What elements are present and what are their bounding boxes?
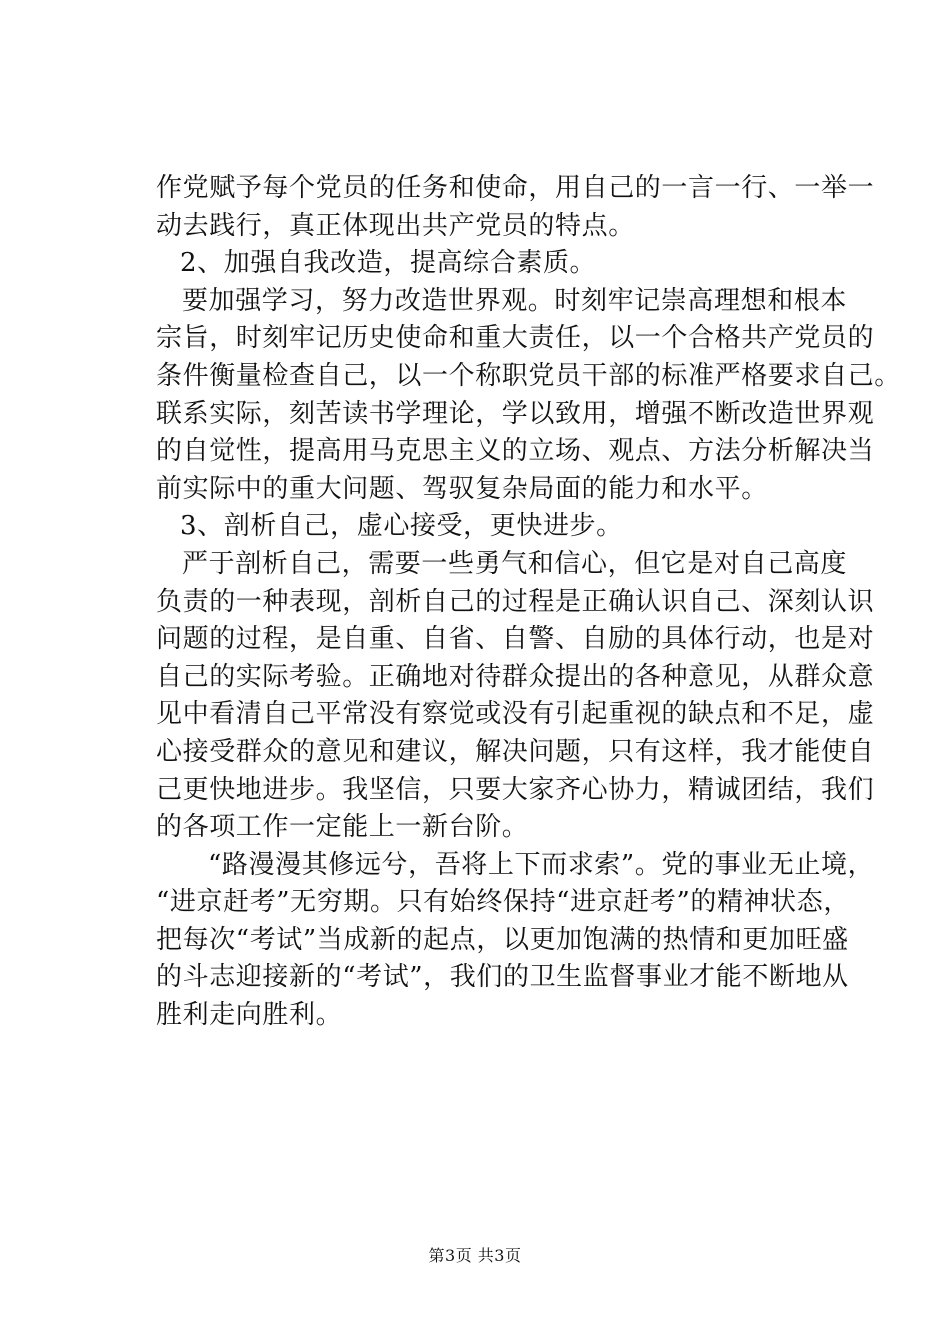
text-line: 条件衡量检查自己，以一个称职党员干部的标准严格要求自己。 bbox=[156, 360, 901, 391]
text-line: 动去践行，真正体现出共产党员的特点。 bbox=[156, 210, 635, 241]
text-line: 作党赋予每个党员的任务和使命，用自己的一言一行、一举一 bbox=[156, 173, 875, 203]
text-line: 把每次“考试”当成新的起点，以更加饱满的热情和更加旺盛 bbox=[156, 924, 849, 955]
text-line: 的自觉性，提高用马克思主义的立场、观点、方法分析解决当 bbox=[156, 436, 875, 467]
document-body bbox=[156, 170, 901, 1035]
text-line: 问题的过程，是自重、自省、自警、自励的具体行动，也是对 bbox=[156, 624, 875, 655]
section-heading: 2、加强自我改造，提高综合素质。 bbox=[180, 248, 597, 279]
text-line: 己更快地进步。我坚信，只要大家齐心协力，精诚团结，我们 bbox=[156, 774, 875, 805]
text-line: “进京赶考”无穷期。只有始终保持“进京赶考”的精神状态， bbox=[156, 887, 850, 918]
text-line: 的各项工作一定能上一新台阶。 bbox=[156, 812, 529, 843]
text-line: 心接受群众的意见和建议，解决问题，只有这样，我才能使自 bbox=[156, 736, 875, 767]
text-line: 的斗志迎接新的“考试”，我们的卫生监督事业才能不断地从 bbox=[156, 962, 849, 993]
text-line: 见中看清自己平常没有察觉或没有引起重视的缺点和不足，虚 bbox=[156, 699, 875, 730]
page-number-footer: 第3页 共3页 bbox=[428, 1246, 522, 1265]
text-line: 负责的一种表现，剖析自己的过程是正确认识自己、深刻认识 bbox=[156, 586, 875, 617]
text-line: 宗旨，时刻牢记历史使命和重大责任，以一个合格共产党员的 bbox=[156, 323, 875, 354]
text-line: 联系实际，刻苦读书学理论，学以致用，增强不断改造世界观 bbox=[156, 398, 875, 429]
text-line: 自己的实际考验。正确地对待群众提出的各种意见，从群众意 bbox=[156, 661, 875, 692]
text-line: “路漫漫其修远兮，吾将上下而求索”。党的事业无止境， bbox=[208, 849, 875, 880]
text-line: 严于剖析自己，需要一些勇气和信心，但它是对自己高度 bbox=[182, 548, 848, 579]
section-heading: 3、剖析自己，虚心接受，更快进步。 bbox=[180, 511, 623, 542]
text-line: 胜利走向胜利。 bbox=[156, 1000, 343, 1031]
text-line: 要加强学习，努力改造世界观。时刻牢记崇高理想和根本 bbox=[182, 285, 848, 316]
text-line: 前实际中的重大问题、驾驭复杂局面的能力和水平。 bbox=[156, 473, 768, 504]
